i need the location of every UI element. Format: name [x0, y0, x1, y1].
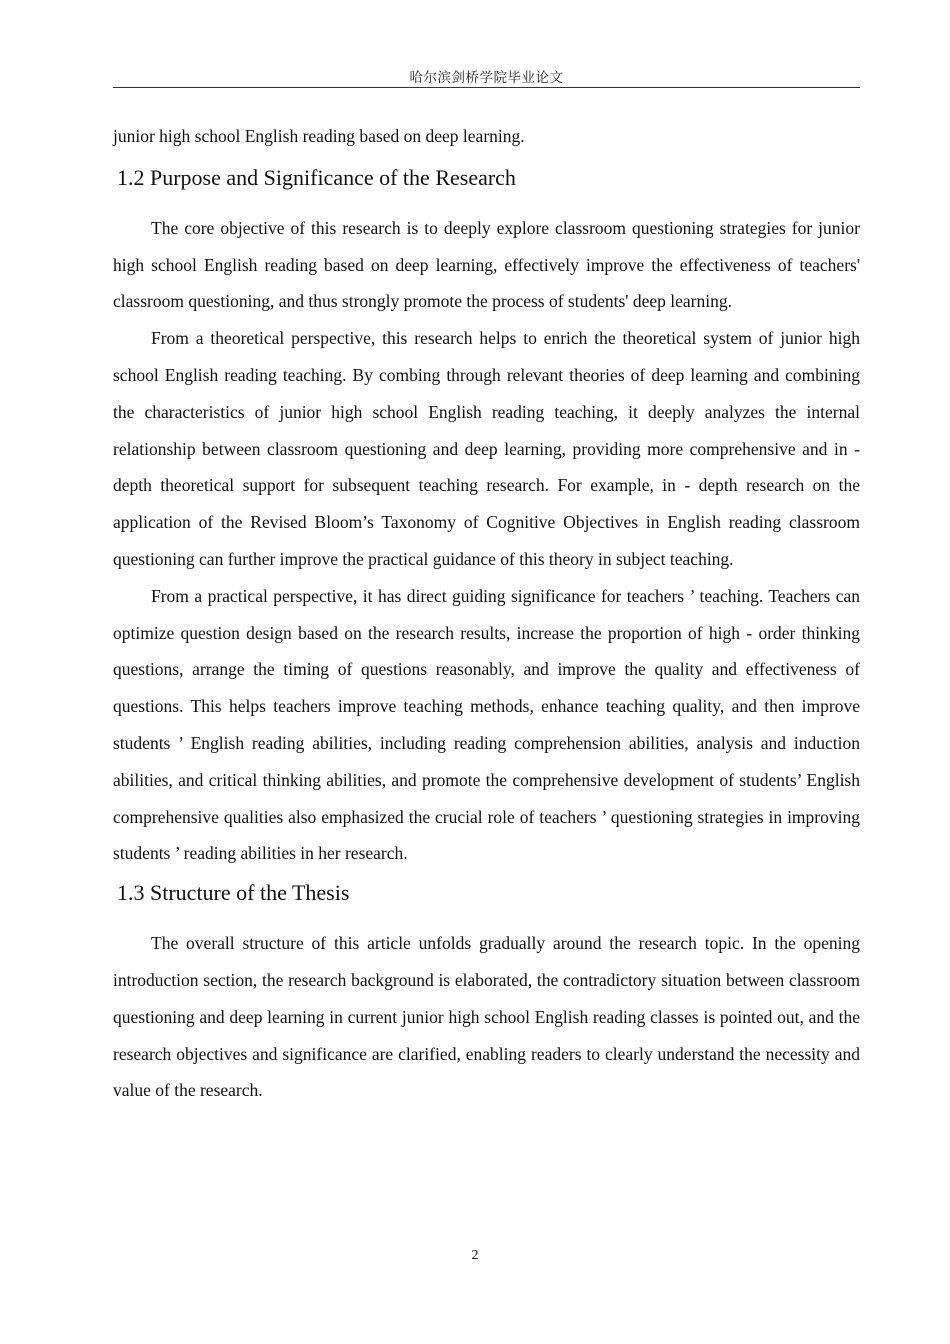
section-heading-1-2: 1.2 Purpose and Significance of the Research: [117, 164, 516, 190]
page-number: 2: [471, 1248, 479, 1263]
header-rule: [113, 87, 860, 88]
continuation-paragraph: junior high school English reading based on deep learning.: [113, 126, 525, 146]
page-body: [113, 118, 860, 1109]
paragraph-objective: The core objective of this research is to deeply explore classroom questioning strategies for junior high school English reading based on deep learning, effectively improve the effectiveness of teachers' classroom questioning, and thus strongly promote the process of students' deep learning.: [113, 217, 860, 312]
page-header: 哈尔滨剑桥学院毕业论文: [409, 70, 564, 86]
section-heading-1-3: 1.3 Structure of the Thesis: [117, 880, 350, 906]
paragraph-structure: The overall structure of this article unfolds gradually around the research topic. In the opening introduction section, the research background is elaborated, the contradictory situation between classroom questioning and deep learning in current junior high school English reading classes is pointed out, and the research objectives and significance are clarified, enabling readers to clearly understand the necessity and value of the research.: [113, 933, 860, 1101]
paragraph-theoretical: From a theoretical perspective, this research helps to enrich the theoretical system of junior high school English reading teaching. By combing through relevant theories of deep learning and combining the characteristics of junior high school English reading teaching, it deeply analyzes the internal relationship between classroom questioning and deep learning, providing more comprehensive and in - depth theoretical support for subsequent teaching research. For example, in - depth research on the application of the Revised Bloom’s Taxonomy of Cognitive Objectives in English reading classroom questioning can further improve the practical guidance of this theory in subject teaching.: [113, 328, 860, 569]
paragraph-practical: From a practical perspective, it has direct guiding significance for teachers ’ teaching. Teachers can optimize question design based on the research results, increase the proportion of high - order thinking questions, arrange the timing of questions reasonably, and improve the quality and effectiveness of questions. This helps teachers improve teaching methods, enhance teaching quality, and then improve students ’ English reading abilities, including reading comprehension abilities, analysis and induction abilities, and critical thinking abilities, and promote the comprehensive development of students’ English comprehensive qualities also emphasized the crucial role of teachers ’ questioning strategies in improving students ’ reading abilities in her research.: [113, 585, 860, 864]
